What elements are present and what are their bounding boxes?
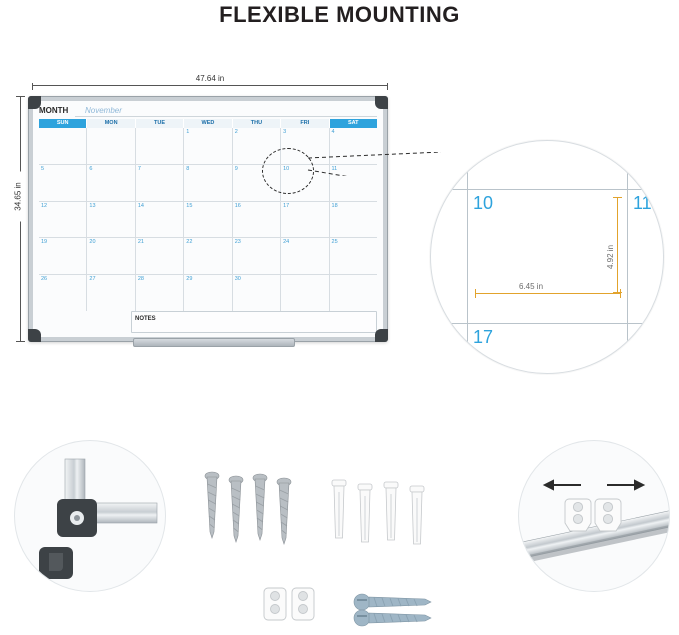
calendar-week-row bbox=[39, 238, 377, 275]
mounting-rail-illustration bbox=[519, 441, 669, 591]
calendar-cell: 20 bbox=[87, 238, 135, 274]
day-header-fri: FRI bbox=[281, 119, 329, 128]
direction-arrows bbox=[545, 481, 643, 489]
calendar-cell: 5 bbox=[39, 165, 87, 201]
calendar-cell: 25 bbox=[331, 239, 338, 246]
corner-bracket-bottom-left bbox=[28, 329, 41, 342]
calendar-cell: 29 bbox=[184, 275, 232, 311]
marker-tray bbox=[133, 338, 295, 347]
magnified-grid bbox=[431, 141, 663, 373]
calendar-cell: 23 bbox=[233, 238, 281, 274]
notes-box bbox=[131, 311, 377, 333]
detail-height-cap-bottom bbox=[613, 292, 622, 293]
height-dimension-cap-bottom bbox=[16, 341, 25, 342]
calendar-cell: 11 bbox=[331, 165, 338, 172]
calendar-cell: 30 bbox=[233, 275, 281, 311]
calendar-cell: 28 bbox=[136, 275, 184, 311]
calendar-cell: 27 bbox=[87, 275, 135, 311]
width-dimension bbox=[32, 74, 388, 88]
height-dimension-label: 34.65 in bbox=[14, 172, 23, 222]
detail-height-cap-top bbox=[613, 197, 622, 198]
calendar-cell bbox=[330, 275, 377, 311]
calendar-cell: 9 bbox=[233, 165, 281, 201]
mounting-clips bbox=[262, 584, 318, 628]
calendar-whiteboard bbox=[28, 96, 388, 342]
detail-width-label: 6.45 in bbox=[519, 282, 544, 291]
detail-date-10: 10 bbox=[473, 193, 494, 213]
detail-grid-line-h bbox=[431, 189, 663, 190]
day-header-thu: THU bbox=[233, 119, 281, 128]
width-dimension-label: 47.64 in bbox=[32, 74, 388, 83]
month-value: November bbox=[85, 106, 122, 115]
detail-grid-line-v bbox=[467, 141, 468, 373]
calendar-cell: 1 bbox=[184, 128, 232, 164]
month-row bbox=[39, 105, 377, 118]
detail-height-line bbox=[617, 197, 618, 293]
calendar-cell: 2 bbox=[233, 128, 281, 164]
width-dimension-line bbox=[32, 85, 388, 86]
detail-date-11: 11 bbox=[633, 193, 652, 213]
long-screws bbox=[196, 470, 306, 560]
wall-anchors bbox=[324, 478, 434, 558]
calendar-cell: 19 bbox=[39, 238, 87, 274]
calendar-cell: 3 bbox=[281, 128, 329, 164]
detail-width-cap-left bbox=[475, 289, 476, 298]
calendar-cell bbox=[39, 128, 87, 164]
calendar-cell bbox=[136, 128, 184, 164]
month-write-line bbox=[75, 116, 377, 117]
calendar-week-row bbox=[39, 202, 377, 239]
calendar-cell: 7 bbox=[136, 165, 184, 201]
page-title: FLEXIBLE MOUNTING bbox=[219, 2, 460, 27]
corner-bracket-top-right bbox=[375, 96, 388, 109]
calendar-cell: 8 bbox=[184, 165, 232, 201]
calendar-cell: 22 bbox=[184, 238, 232, 274]
calendar-cell: 10 bbox=[281, 165, 329, 201]
calendar-cell: 18 bbox=[331, 202, 338, 209]
notes-label: NOTES bbox=[135, 316, 156, 322]
day-header-row bbox=[39, 119, 377, 128]
frame-corner-detail bbox=[14, 440, 166, 592]
detail-width-line bbox=[475, 293, 621, 294]
whiteboard-diagram bbox=[13, 74, 404, 363]
month-label: MONTH bbox=[39, 106, 69, 115]
detail-grid-line-v bbox=[627, 141, 628, 373]
calendar-cell: 17 bbox=[281, 202, 329, 238]
calendar-cell: 13 bbox=[87, 202, 135, 238]
day-header-tue: TUE bbox=[136, 119, 184, 128]
calendar-cell: 16 bbox=[233, 202, 281, 238]
calendar-cell: 4 bbox=[331, 129, 335, 135]
day-header-mon: MON bbox=[87, 119, 135, 128]
day-header-sat: SAT bbox=[330, 119, 377, 128]
whiteboard-surface bbox=[33, 101, 383, 337]
calendar-cell: 24 bbox=[281, 238, 329, 274]
detail-date-17: 17 bbox=[473, 327, 494, 347]
corner-bracket-bottom-right bbox=[375, 329, 388, 342]
calendar-cell bbox=[281, 275, 329, 311]
height-dimension-cap-top bbox=[16, 96, 25, 97]
detail-grid-line-h bbox=[431, 323, 663, 324]
calendar-cell bbox=[87, 128, 135, 164]
day-header-wed: WED bbox=[184, 119, 232, 128]
day-header-sun: SUN bbox=[39, 119, 87, 128]
calendar-cell: 15 bbox=[184, 202, 232, 238]
frame-corner-illustration bbox=[15, 441, 165, 591]
magnified-calendar-detail bbox=[430, 140, 664, 374]
short-screws bbox=[350, 588, 440, 628]
calendar-cell: 26 bbox=[39, 275, 87, 311]
mounting-rail-detail bbox=[518, 440, 670, 592]
calendar-cell: 6 bbox=[87, 165, 135, 201]
calendar-cell: 12 bbox=[39, 202, 87, 238]
height-dimension bbox=[10, 96, 24, 342]
detail-width-cap-right bbox=[620, 289, 621, 298]
corner-bracket-top-left bbox=[28, 96, 41, 109]
calendar-cell: 21 bbox=[136, 238, 184, 274]
calendar-week-row bbox=[39, 275, 377, 311]
calendar-cell: 14 bbox=[136, 202, 184, 238]
detail-height-label: 4.92 in bbox=[606, 244, 615, 269]
